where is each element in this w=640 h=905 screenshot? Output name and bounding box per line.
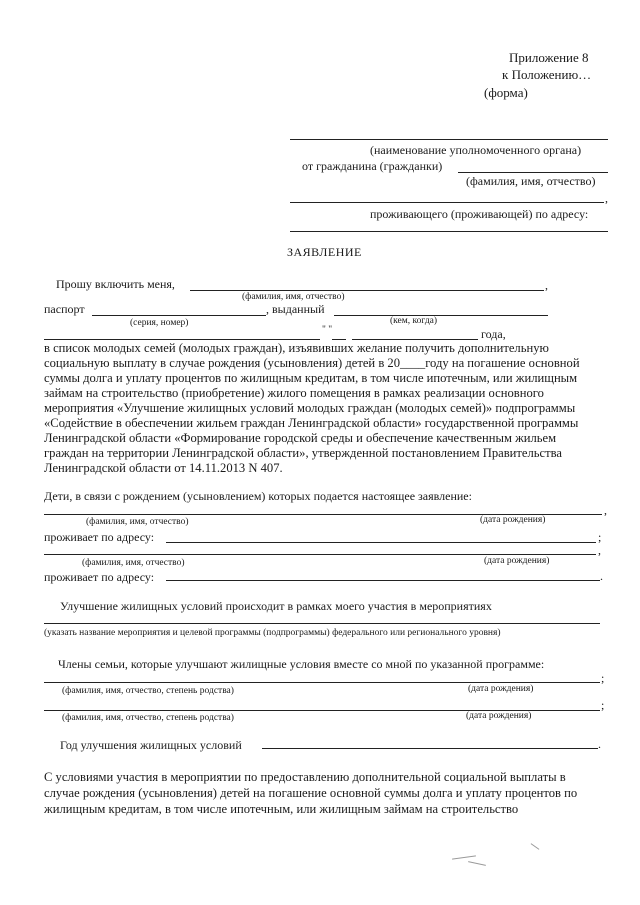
residing-at-label: проживающего (проживающей) по адресу:: [370, 207, 589, 221]
applicant-name-caption: (фамилия, имя, отчество): [242, 292, 345, 302]
programs-caption: (указать название мероприятия и целевой программы (подпрограммы) федерального или регионального уровня): [44, 628, 501, 638]
children-intro: Дети, в связи с рождением (усыновлением) которых подается настоящее заявление:: [44, 489, 472, 503]
family-member-2-caption: (фамилия, имя, отчество, степень родства): [62, 713, 234, 723]
comma-mark: ,: [604, 503, 607, 517]
family-member-1-field-line[interactable]: [44, 682, 600, 683]
request-paragraph-line-7: Ленинградской области «Формирование городской среды и обеспечение качественным жильем: [44, 431, 557, 445]
comma-mark: ,: [545, 278, 548, 292]
page-title: ЗАЯВЛЕНИЕ: [287, 245, 362, 259]
conditions-line-3: жилищным кредитам, в том числе ипотечным, или жилищным займам на строительство: [44, 802, 519, 816]
include-me-label: Прошу включить меня,: [56, 277, 175, 291]
passport-series-caption: (серия, номер): [130, 318, 189, 328]
child-2-birth-caption: (дата рождения): [484, 556, 550, 566]
family-member-1-caption: (фамилия, имя, отчество, степень родства): [62, 686, 234, 696]
request-paragraph-line-5: мероприятия «Улучшение жилищных условий молодых граждан (молодых семей)» подпрограммы: [44, 401, 576, 415]
month-field-line[interactable]: [352, 339, 478, 340]
applicant-name-field-line[interactable]: [190, 290, 544, 291]
issued-by-field-line[interactable]: [334, 315, 548, 316]
child-2-name-caption: (фамилия, имя, отчество): [82, 558, 185, 568]
child-2-address-field-line[interactable]: [166, 580, 600, 581]
period-mark: .: [600, 569, 603, 583]
day-field-line[interactable]: [332, 339, 346, 340]
request-paragraph-line-2: социальную выплату в случае рождения (усыновления) детей в 20____году на погашение основной: [44, 356, 580, 370]
passport-label: паспорт: [44, 302, 85, 316]
appendix-number: Приложение 8: [509, 50, 589, 65]
semicolon-mark: ;: [598, 530, 602, 544]
authority-caption: (наименование уполномоченного органа): [370, 143, 582, 157]
address-field-line[interactable]: [290, 231, 608, 232]
authority-field-line[interactable]: [290, 139, 608, 140]
form-label: (форма): [484, 85, 528, 100]
child-2-address-label: проживает по адресу:: [44, 570, 155, 584]
request-paragraph-line-1: в список молодых семей (молодых граждан), изъявивших желание получить дополнительную: [44, 341, 549, 355]
year-field-line[interactable]: [262, 748, 598, 749]
request-paragraph-line-4: займам на строительство (приобретение) жилого помещения в рамках реализации основного: [44, 386, 544, 400]
scan-mark: [531, 843, 540, 850]
quote-marks: " ": [322, 325, 333, 335]
scan-mark: [468, 861, 486, 866]
child-2-name-field-line[interactable]: [44, 554, 596, 555]
conditions-line-1: С условиями участия в мероприятии по предоставлению дополнительной социальной выплаты в: [44, 770, 566, 784]
issued-label: , выданный: [266, 302, 325, 316]
regulation-reference: к Положению…: [502, 67, 592, 82]
scan-mark: [452, 855, 476, 859]
request-paragraph-line-3: суммы долга и уплату процентов по жилищным кредитам, в том числе ипотечным, или жилищным: [44, 371, 578, 385]
request-paragraph-line-6: «Содействие в обеспечении жильем граждан Ленинградской области» государственной программы: [44, 416, 579, 430]
from-citizen-label: от гражданина (гражданки): [302, 159, 443, 173]
child-1-name-caption: (фамилия, имя, отчество): [86, 517, 189, 527]
passport-series-field-line[interactable]: [92, 315, 266, 316]
semicolon-mark: ;: [601, 671, 605, 685]
family-member-2-birth-caption: (дата рождения): [466, 711, 532, 721]
conditions-line-2: случае рождения (усыновления) детей на погашение основной суммы долга и уплату процентов по: [44, 786, 578, 800]
comma-mark: ,: [598, 543, 601, 557]
citizen-name-field-line[interactable]: [458, 172, 608, 173]
family-text: Члены семьи, которые улучшают жилищные условия вместе со мной по указанной программе:: [58, 657, 545, 671]
issued-date-field-line[interactable]: [44, 339, 320, 340]
programs-field-line[interactable]: [44, 623, 600, 624]
request-paragraph-line-9: Ленинградской области от 14.11.2013 N 407.: [44, 461, 283, 475]
semicolon-mark: ;: [601, 698, 605, 712]
child-1-address-field-line[interactable]: [166, 542, 596, 543]
request-paragraph-line-8: граждан на территории Ленинградской области», утвержденной постановлением Правительства: [44, 446, 563, 460]
child-1-address-label: проживает по адресу:: [44, 530, 155, 544]
programs-text: Улучшение жилищных условий происходит в рамках моего участия в мероприятиях: [60, 599, 492, 613]
year-label: Год улучшения жилищных условий: [60, 738, 242, 752]
child-1-birth-caption: (дата рождения): [480, 515, 546, 525]
year-suffix: года,: [481, 327, 506, 341]
period-mark: .: [598, 737, 601, 751]
citizen-name-caption: (фамилия, имя, отчество): [466, 174, 596, 188]
family-member-1-birth-caption: (дата рождения): [468, 684, 534, 694]
citizen-name-field-line-2[interactable]: [290, 202, 604, 203]
comma-mark: ,: [605, 191, 608, 205]
issued-by-caption: (кем, когда): [390, 316, 438, 326]
